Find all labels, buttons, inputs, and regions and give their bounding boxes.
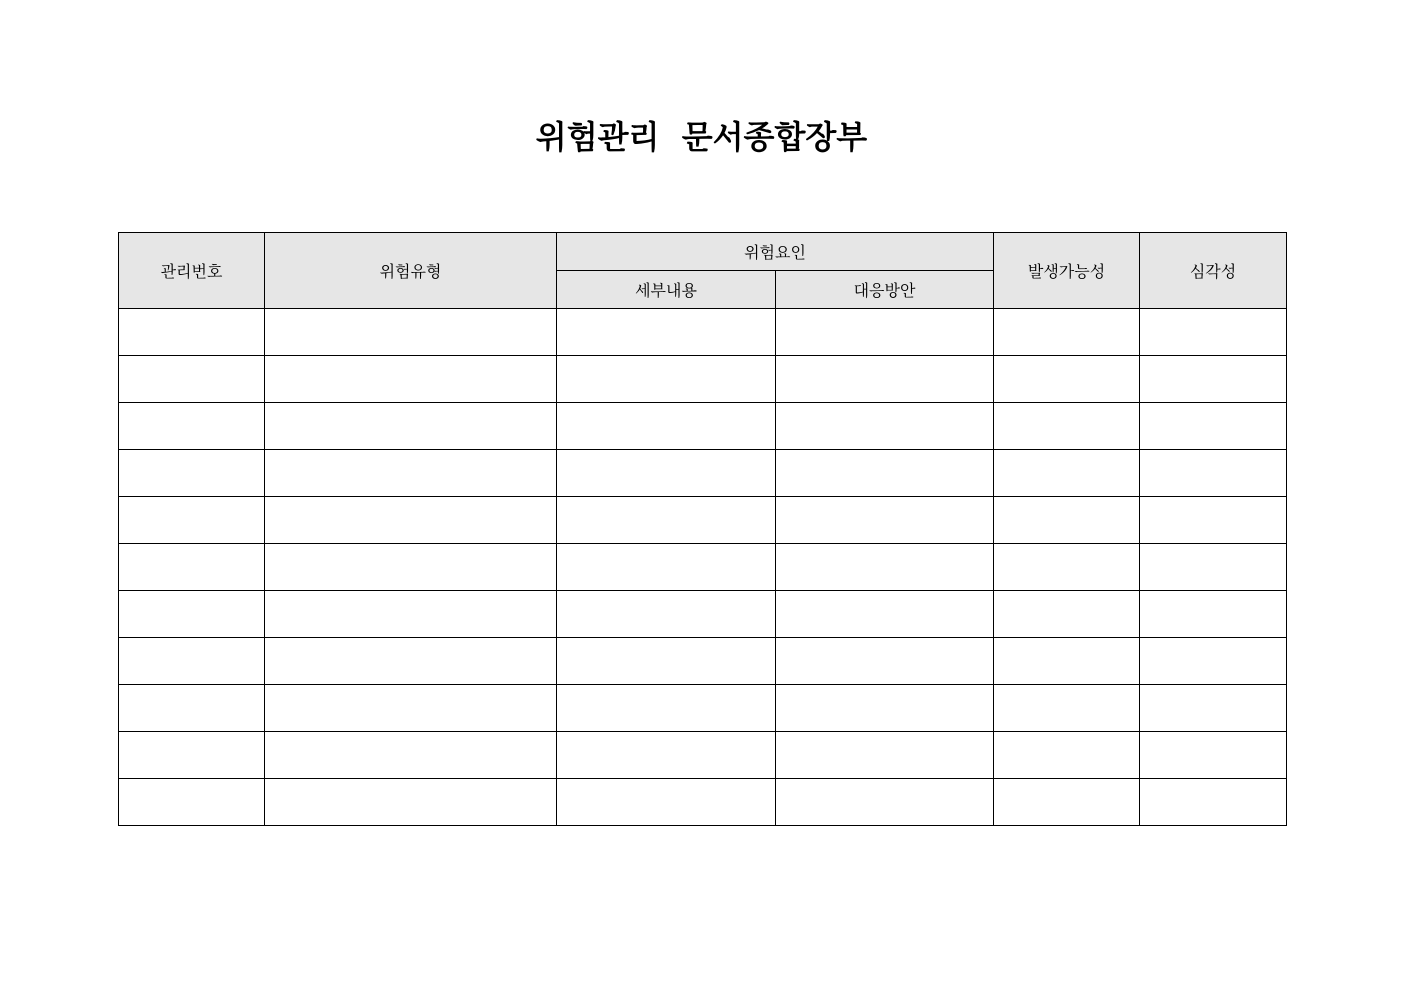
table-row [119, 450, 1287, 497]
cell-details[interactable] [557, 732, 776, 779]
table-row [119, 309, 1287, 356]
cell-risk-type[interactable] [265, 779, 557, 826]
cell-risk-type[interactable] [265, 638, 557, 685]
table-row [119, 403, 1287, 450]
table-row [119, 732, 1287, 779]
cell-countermeasure[interactable] [776, 685, 994, 732]
cell-management-number[interactable] [119, 685, 265, 732]
table-body [119, 309, 1287, 826]
table-row [119, 638, 1287, 685]
cell-details[interactable] [557, 497, 776, 544]
cell-severity[interactable] [1140, 544, 1287, 591]
cell-details[interactable] [557, 591, 776, 638]
cell-details[interactable] [557, 356, 776, 403]
cell-details[interactable] [557, 403, 776, 450]
cell-details[interactable] [557, 544, 776, 591]
table-header [119, 233, 1287, 309]
cell-risk-type[interactable] [265, 309, 557, 356]
cell-management-number[interactable] [119, 403, 265, 450]
risk-ledger-table [118, 232, 1287, 826]
cell-management-number[interactable] [119, 450, 265, 497]
cell-likelihood[interactable] [994, 779, 1140, 826]
cell-countermeasure[interactable] [776, 309, 994, 356]
cell-severity[interactable] [1140, 685, 1287, 732]
cell-risk-type[interactable] [265, 356, 557, 403]
cell-severity[interactable] [1140, 309, 1287, 356]
table-row [119, 497, 1287, 544]
cell-management-number[interactable] [119, 732, 265, 779]
header-details: 세부내용 [557, 271, 776, 309]
cell-countermeasure[interactable] [776, 403, 994, 450]
cell-likelihood[interactable] [994, 450, 1140, 497]
cell-countermeasure[interactable] [776, 732, 994, 779]
cell-management-number[interactable] [119, 356, 265, 403]
header-risk-type: 위험유형 [265, 233, 557, 309]
cell-likelihood[interactable] [994, 685, 1140, 732]
cell-countermeasure[interactable] [776, 591, 994, 638]
cell-severity[interactable] [1140, 497, 1287, 544]
cell-likelihood[interactable] [994, 732, 1140, 779]
cell-details[interactable] [557, 638, 776, 685]
header-risk-factor: 위험요인 [557, 233, 994, 271]
cell-details[interactable] [557, 309, 776, 356]
table-row [119, 356, 1287, 403]
cell-management-number[interactable] [119, 544, 265, 591]
cell-severity[interactable] [1140, 638, 1287, 685]
cell-countermeasure[interactable] [776, 356, 994, 403]
table-row [119, 544, 1287, 591]
cell-severity[interactable] [1140, 732, 1287, 779]
cell-risk-type[interactable] [265, 685, 557, 732]
cell-severity[interactable] [1140, 356, 1287, 403]
cell-management-number[interactable] [119, 779, 265, 826]
table-row [119, 591, 1287, 638]
cell-countermeasure[interactable] [776, 450, 994, 497]
cell-details[interactable] [557, 685, 776, 732]
cell-risk-type[interactable] [265, 732, 557, 779]
header-severity: 심각성 [1140, 233, 1287, 309]
table-row [119, 779, 1287, 826]
cell-likelihood[interactable] [994, 638, 1140, 685]
cell-countermeasure[interactable] [776, 497, 994, 544]
cell-risk-type[interactable] [265, 403, 557, 450]
cell-details[interactable] [557, 450, 776, 497]
cell-risk-type[interactable] [265, 591, 557, 638]
cell-countermeasure[interactable] [776, 638, 994, 685]
cell-likelihood[interactable] [994, 591, 1140, 638]
cell-severity[interactable] [1140, 403, 1287, 450]
cell-likelihood[interactable] [994, 497, 1140, 544]
cell-management-number[interactable] [119, 309, 265, 356]
cell-severity[interactable] [1140, 450, 1287, 497]
cell-likelihood[interactable] [994, 544, 1140, 591]
document-title: 위험관리 문서종합장부 [535, 118, 868, 156]
cell-management-number[interactable] [119, 497, 265, 544]
cell-likelihood[interactable] [994, 403, 1140, 450]
cell-countermeasure[interactable] [776, 544, 994, 591]
header-likelihood: 발생가능성 [994, 233, 1140, 309]
cell-likelihood[interactable] [994, 356, 1140, 403]
cell-countermeasure[interactable] [776, 779, 994, 826]
cell-risk-type[interactable] [265, 497, 557, 544]
header-management-number: 관리번호 [119, 233, 265, 309]
cell-likelihood[interactable] [994, 309, 1140, 356]
table-row [119, 685, 1287, 732]
cell-severity[interactable] [1140, 779, 1287, 826]
cell-severity[interactable] [1140, 591, 1287, 638]
cell-details[interactable] [557, 779, 776, 826]
cell-management-number[interactable] [119, 591, 265, 638]
cell-management-number[interactable] [119, 638, 265, 685]
cell-risk-type[interactable] [265, 544, 557, 591]
cell-risk-type[interactable] [265, 450, 557, 497]
header-countermeasure: 대응방안 [776, 271, 994, 309]
